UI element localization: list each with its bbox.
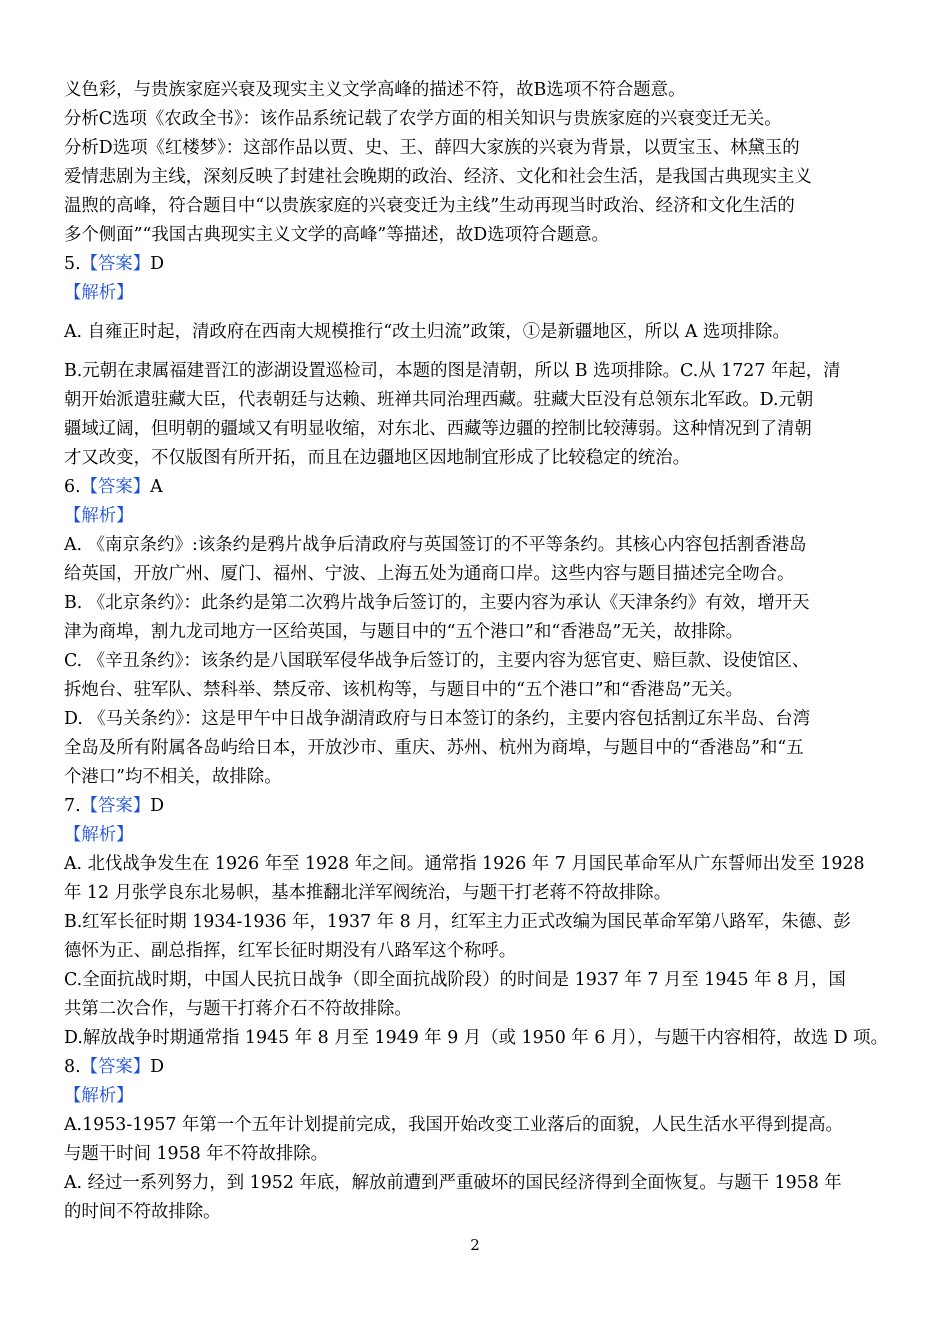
text-line: C.全面抗战时期，中国人民抗日战争（即全面抗战阶段）的时间是 1937 年 7 月至 1945 年 8 月，国 [64, 970, 846, 990]
text-line: D.解放战争时期通常指 1945 年 8 月至 1949 年 9 月（或 1950 年 6 月），与题干内容相符，故选 D 项。 [64, 1028, 888, 1048]
text-line: B.红军长征时期 1934-1936 年，1937 年 8 月，红军主力正式改编为国民革命军第八路军，朱德、彭 [64, 912, 851, 932]
text-line: 与题干时间 1958 年不符故排除。 [64, 1144, 329, 1164]
text-line: B. 《北京条约》：此条约是第二次鸦片战争后签订的，主要内容为承认《天津条约》有效，增开天 [64, 593, 810, 613]
answer-line [64, 792, 890, 821]
text-line: 个港口”均不相关，故排除。 [64, 767, 282, 787]
analysis-label: 【解析】 [64, 1086, 134, 1106]
text-line: 年 12 月张学良东北易帜，基本推翻北洋军阀统治，与题干打老蒋不符故排除。 [64, 883, 672, 903]
question-number: 7. [64, 796, 81, 816]
text-line: 疆域辽阔，但明朝的疆域又有明显收缩，对东北、西藏等边疆的控制比较薄弱。这种情况到了清朝 [64, 419, 812, 439]
text-line: 才又改变，不仅版图有所开拓，而且在边疆地区因地制宜形成了比较稳定的统治。 [64, 448, 691, 468]
text-line: 分析D选项《红楼梦》：这部作品以贾、史、王、薛四大家族的兴衰为背景，以贾宝玉、林黛玉的 [64, 138, 800, 158]
answer-value: D [150, 1057, 165, 1077]
text-line: A. 《南京条约》:该条约是鸦片战争后清政府与英国签订的不平等条约。其核心内容包括割香港岛 [64, 535, 807, 555]
answer-line [64, 250, 890, 279]
analysis-label: 【解析】 [64, 283, 134, 303]
text-line: 津为商埠，割九龙司地方一区给英国，与题目中的“五个港口”和“香港岛”无关，故排除。 [64, 622, 744, 642]
text-line: A.1953-1957 年第一个五年计划提前完成，我国开始改变工业落后的面貌，人民生活水平得到提高。 [64, 1115, 843, 1135]
text-line: 温煦的高峰，符合题目中“以贵族家庭的兴衰变迁为主线”生动再现当时政治、经济和文化生活的 [64, 196, 795, 216]
analysis-label: 【解析】 [64, 825, 134, 845]
analysis-heading [64, 821, 890, 850]
answer-value: A [150, 477, 163, 497]
text-line: 朝开始派遣驻藏大臣，代表朝廷与达赖、班禅共同治理西藏。驻藏大臣没有总领东北军政。D.元朝 [64, 390, 814, 410]
answer-line [64, 1053, 890, 1082]
analysis-heading [64, 502, 890, 531]
answer-value: D [150, 254, 165, 274]
text-line: A. 自雍正时起，清政府在西南大规模推行“改土归流”政策，①是新疆地区，所以 A 选项排除。 [64, 322, 790, 342]
answer-label: 【答案】 [80, 1057, 151, 1077]
text-line: 全岛及所有附属各岛屿给日本，开放沙市、重庆、苏州、杭州为商埠，与题目中的“香港岛”和“五 [64, 738, 804, 758]
analysis-heading [64, 279, 890, 308]
document-body [64, 76, 890, 1227]
text-line: 多个侧面”“我国古典现实主义文学的高峰”等描述，故D选项符合题意。 [64, 225, 609, 245]
text-line: 分析C选项《农政全书》：该作品系统记载了农学方面的相关知识与贵族家庭的兴衰变迁无关。 [64, 109, 782, 129]
answer-label: 【答案】 [80, 796, 151, 816]
text-line: 拆炮台、驻军队、禁科举、禁反帝、该机构等，与题目中的“五个港口”和“香港岛”无关。 [64, 680, 744, 700]
text-line: 爱情悲剧为主线，深刻反映了封建社会晚期的政治、经济、文化和社会生活，是我国古典现实主义 [64, 167, 812, 187]
text-line: C. 《辛丑条约》：该条约是八国联军侵华战争后签订的，主要内容为惩官吏、赔巨款、设使馆区、 [64, 651, 810, 671]
text-line: B.元朝在隶属福建晋江的澎湖设置巡检司，本题的图是清朝，所以 B 选项排除。C.从 1727 年起，清 [64, 361, 841, 381]
text-line: A. 经过一系列努力，到 1952 年底，解放前遭到严重破坏的国民经济得到全面恢复。与题干 1958 年 [64, 1173, 842, 1193]
answer-label: 【答案】 [80, 254, 151, 274]
answer-label: 【答案】 [80, 477, 151, 497]
answer-line [64, 473, 890, 502]
text-line: 德怀为正、副总指挥，红军长征时期没有八路军这个称呼。 [64, 941, 517, 961]
page-number: 2 [470, 1236, 480, 1254]
question-number: 8. [64, 1057, 81, 1077]
text-line: 共第二次合作，与题干打蒋介石不符故排除。 [64, 999, 412, 1019]
analysis-heading [64, 1082, 890, 1111]
text-line: 义色彩，与贵族家庭兴衰及现实主义文学高峰的描述不符，故B选项不符合题意。 [64, 80, 686, 100]
text-line: 给英国，开放广州、厦门、福州、宁波、上海五处为通商口岸。这些内容与题目描述完全吻合。 [64, 564, 795, 584]
question-number: 6. [64, 477, 81, 497]
text-line: A. 北伐战争发生在 1926 年至 1928 年之间。通常指 1926 年 7 月国民革命军从广东誓师出发至 1928 [64, 854, 865, 874]
analysis-label: 【解析】 [64, 506, 134, 526]
text-line: 的时间不符故排除。 [64, 1202, 221, 1222]
text-line: D. 《马关条约》：这是甲午中日战争湖清政府与日本签订的条约，主要内容包括割辽东半岛、台湾 [64, 709, 811, 729]
answer-value: D [150, 796, 165, 816]
question-number: 5. [64, 254, 81, 274]
